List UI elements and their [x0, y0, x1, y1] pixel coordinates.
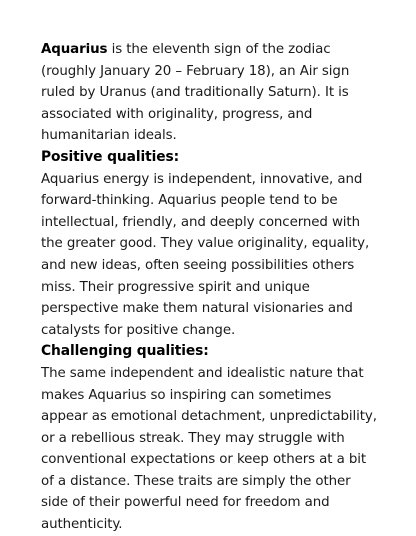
intro-paragraph [41, 39, 381, 147]
challenging-qualities-paragraph: The same independent and idealistic nature that makes Aquarius so inspiring can sometimes appear as emotional detachment, unpredictability, or a rebellious streak. They may struggle with conventional expectations or keep others at a bit of a distance. These traits are simply the other side of their powerful need for freedom and authenticity. [41, 365, 377, 533]
challenging-qualities-heading: Challenging qualities: [41, 343, 209, 360]
sign-name: Aquarius [41, 42, 108, 57]
positive-qualities-paragraph: Aquarius energy is independent, innovative, and forward-thinking. Aquarius people tend to be intellectual, friendly, and deeply concerned with the greater good. They value originality, equality, and new ideas, often seeing possibilities others miss. Their progressive spirit and unique perspective make them natural visionaries and catalysts for positive change. [41, 171, 370, 338]
positive-qualities-heading: Positive qualities: [41, 148, 179, 165]
document-body [41, 39, 381, 536]
intro-text: is the eleventh sign of the zodiac (roughly January 20 – February 18), an Air sign ruled by Uranus (and traditionally Saturn). It is associated with originality, progress, and humanitarian ideals. [41, 42, 350, 144]
